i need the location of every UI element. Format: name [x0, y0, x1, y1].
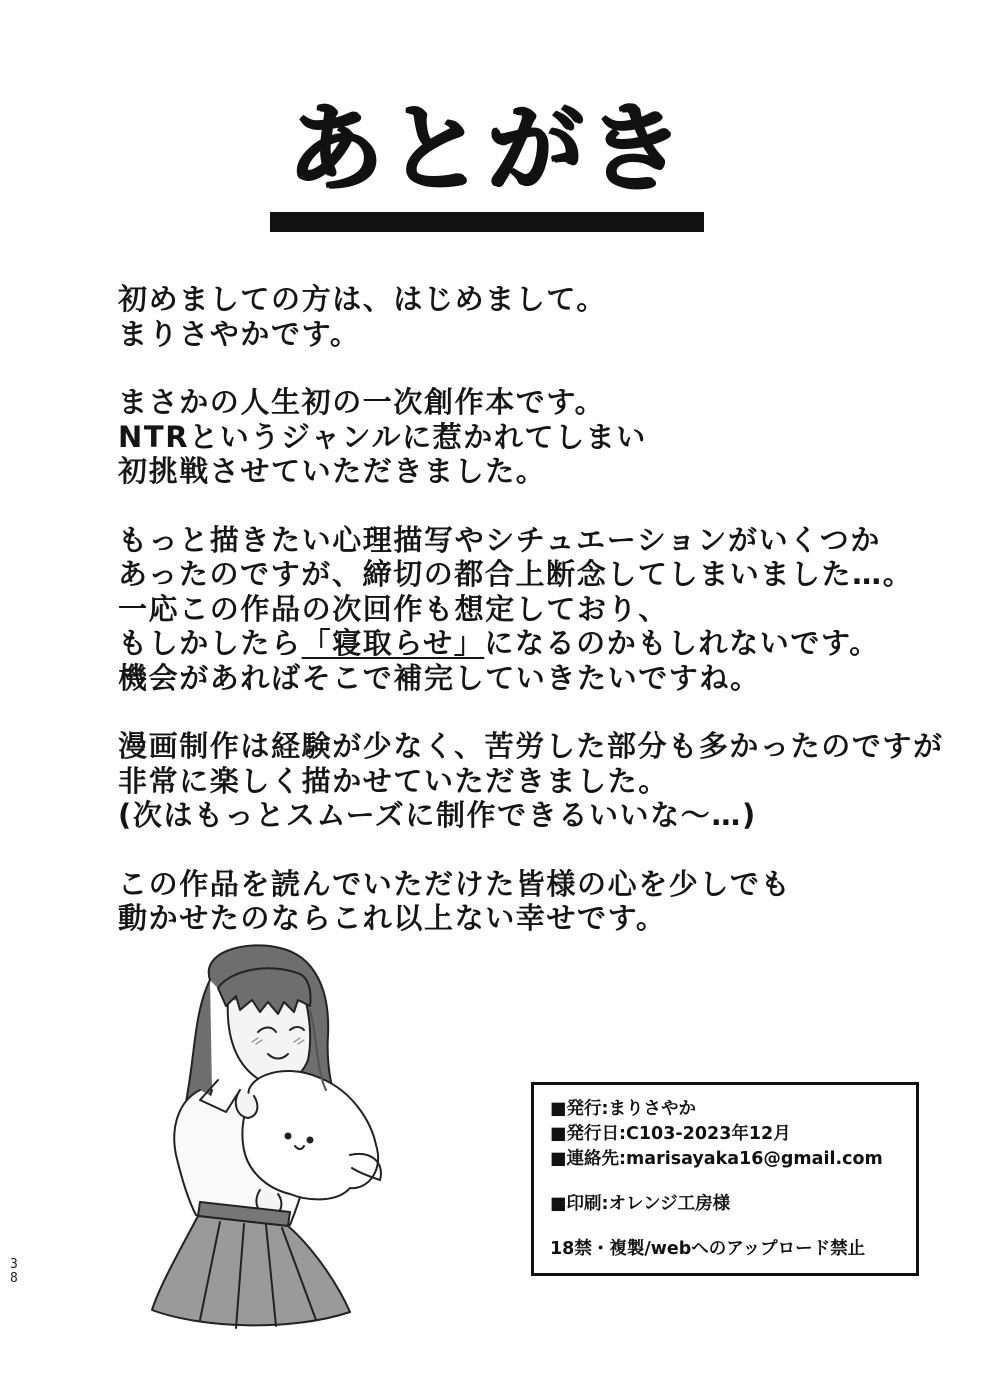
- afterword-body: [118, 282, 944, 970]
- text-line: あったのですが、締切の都合上断念してしまいました…。: [118, 557, 914, 591]
- text-line: 漫画制作は経験が少なく、苦労した部分も多かったのですが: [118, 729, 944, 763]
- spacer: [550, 1172, 916, 1192]
- text-line: 初めましての方は、はじめまして。: [118, 282, 608, 316]
- page-number-digit: 8: [10, 1271, 18, 1286]
- text-line: この作品を読んでいただけた皆様の心を少しでも: [118, 866, 792, 901]
- printer-info: ■印刷:オレンジ工房様: [550, 1194, 731, 1214]
- page-number-digit: 3: [10, 1257, 18, 1272]
- text-fragment: になるのかもしれないです。: [484, 626, 880, 660]
- paragraph-thanks: [118, 867, 938, 936]
- text-line: NTRというジャンルに惹かれてしまい: [118, 419, 647, 454]
- emphasized-term: 「寝取らせ」: [301, 626, 485, 660]
- page-title: あとがき: [287, 92, 687, 204]
- page-number: [10, 1258, 24, 1286]
- paragraph-greeting: [118, 282, 938, 351]
- paragraph-production: [118, 729, 944, 833]
- paragraph-first-work: [118, 385, 938, 489]
- text-line: もっと描きたい心理描写やシチュエーションがいくつか: [118, 522, 881, 557]
- text-line: まさかの人生初の一次創作本です。: [118, 385, 606, 419]
- copyright-notice: 18禁・複製/webへのアップロード禁止: [550, 1239, 866, 1259]
- contact-email[interactable]: ■連絡先:marisayaka16@gmail.com: [550, 1149, 883, 1169]
- text-line: 一応この作品の次回作も想定しており、: [118, 591, 669, 626]
- paragraph-future-plans: [118, 523, 938, 696]
- text-line: 非常に楽しく描かせていただきました。: [118, 763, 669, 798]
- text-line: 初挑戦させていただきました。: [118, 454, 547, 488]
- colophon-box: [531, 1082, 919, 1276]
- text-fragment: もしかしたら: [118, 626, 302, 660]
- publisher-info: ■発行:まりさやか: [550, 1099, 697, 1119]
- text-line: (次はもっとスムーズに制作できるいいな～…): [118, 798, 757, 832]
- spacer: [550, 1217, 916, 1237]
- girl-with-seal-plush-illustration: [140, 940, 400, 1335]
- text-line: 動かせたのならこれ以上ない幸せです。: [118, 901, 667, 935]
- title-underline: [270, 212, 704, 232]
- text-line: 機会があればそこで補完していきたいですね。: [118, 660, 761, 695]
- publish-date: ■発行日:C103-2023年12月: [550, 1124, 791, 1144]
- text-line-highlight: [118, 626, 938, 661]
- text-line: まりさやかです。: [118, 316, 361, 351]
